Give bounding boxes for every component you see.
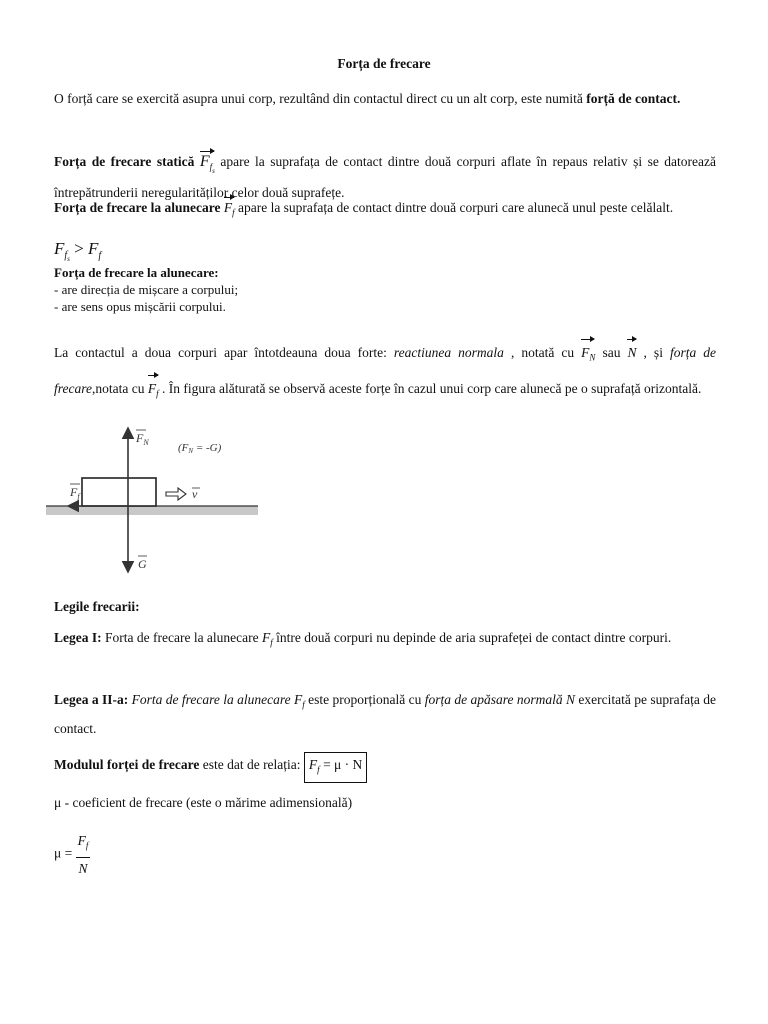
law-1-text-2: între două corpuri nu depinde de aria suprafeței de contact dintre corpuri. — [272, 630, 672, 645]
mu-formula-lhs: μ = — [54, 845, 76, 861]
sliding-friction-paragraph — [54, 194, 716, 224]
modulus-label: Modulul forței de frecare — [54, 757, 200, 772]
contact-text-1: La contactul a doua corpuri apar întotdeauna doua forte: — [54, 345, 394, 360]
law-1-paragraph — [54, 626, 716, 655]
mu-definition-text: - coeficient de frecare (este o mărime adimensională) — [61, 795, 353, 810]
law-2-text-1: este proporțională cu — [304, 692, 425, 707]
contact-forces-paragraph — [54, 336, 716, 407]
gravity-label: G — [138, 557, 147, 571]
modulus-paragraph — [54, 752, 716, 783]
sliding-property-sense: - are sens opus mișcării corpului. — [54, 299, 226, 314]
friction-force-label: $F_f$ — [70, 485, 80, 501]
sliding-friction-label: Forța de frecare la alunecare — [54, 200, 221, 215]
intro-bold-term: forță de contact. — [586, 91, 681, 106]
static-friction-vector-symbol: $F_{f_s}$ — [200, 148, 215, 182]
sliding-block — [82, 478, 156, 506]
law-2-text-2: exercitată pe suprafața de contact. — [54, 692, 716, 736]
sliding-property-direction: - are direcția de mișcare a corpului; — [54, 282, 239, 297]
contact-text-5: ,notata cu — [91, 380, 148, 396]
law-2-italic-1: Forta de frecare la alunecare — [128, 692, 294, 707]
velocity-arrow — [166, 488, 186, 500]
intro-paragraph — [54, 88, 716, 109]
law-1-text-1: Forta de frecare la alunecare — [101, 630, 263, 645]
contact-text-4: , și — [636, 345, 670, 360]
friction-inequality: $F_{f_s} > F_f$ — [54, 239, 102, 264]
page-title: Forța de frecare — [337, 56, 431, 71]
sliding-friction-vector-symbol: $F_f$ — [224, 194, 235, 224]
intro-text: O forță care se exercită asupra unui corp, rezultând din contactul direct cu un alt corp, este numită — [54, 91, 587, 106]
sliding-properties — [54, 264, 716, 315]
contact-text-6: . În figura alăturată se observă aceste forțe în cazul unui corp care alunecă pe o suprafață orizontală. — [158, 380, 702, 396]
equilibrium-label: (FN = -G) — [178, 442, 222, 455]
static-friction-text: apare la suprafața de contact dintre două corpuri aflate în repaus relativ și se datorează întrepătrunderii neregularităților celor două suprafețe. — [54, 154, 717, 200]
mu-formula — [54, 830, 716, 879]
contact-text-2: , notată cu — [503, 345, 582, 360]
law-2-n-symbol: N — [562, 692, 576, 707]
contact-text-3: sau — [595, 345, 628, 360]
ground-surface — [46, 506, 258, 515]
laws-heading: Legile frecarii: — [54, 599, 140, 614]
static-friction-label: Forța de frecare statică — [54, 154, 195, 169]
mu-symbol: μ — [54, 795, 62, 810]
n-vector-symbol: N — [627, 336, 636, 367]
sliding-friction-text: apare la suprafața de contact dintre două corpuri care alunecă unul peste celălalt. — [234, 200, 674, 215]
forces-diagram — [46, 420, 258, 580]
normal-force-label: $F_N$ — [136, 431, 149, 447]
law-1-symbol: $F_f$ — [262, 630, 273, 648]
law-2-label: Legea a II-a: — [54, 692, 129, 707]
normal-reaction-term: reactiunea normala — [393, 345, 504, 360]
mu-fraction: $\frac{F_f}{N}$ — [76, 830, 91, 879]
law-2-symbol: $F_f$ — [294, 692, 305, 710]
sliding-properties-heading: Forța de frecare la alunecare: — [54, 265, 219, 280]
friction-formula-box: $F_f = \mu \cdot N$ — [304, 752, 367, 783]
modulus-text: este dat de relația: — [199, 757, 304, 772]
friction-force-term: forța de frecare — [54, 345, 717, 396]
law-2-paragraph — [54, 688, 716, 741]
velocity-label: v — [192, 487, 198, 501]
mu-definition — [54, 792, 716, 813]
law-1-label: Legea I: — [54, 630, 102, 645]
law-2-normal-force-term: forța de apăsare normală — [424, 692, 563, 707]
friction-force-symbol: $F_f$ — [148, 372, 159, 408]
normal-force-symbol: $F_N$ — [581, 336, 595, 372]
